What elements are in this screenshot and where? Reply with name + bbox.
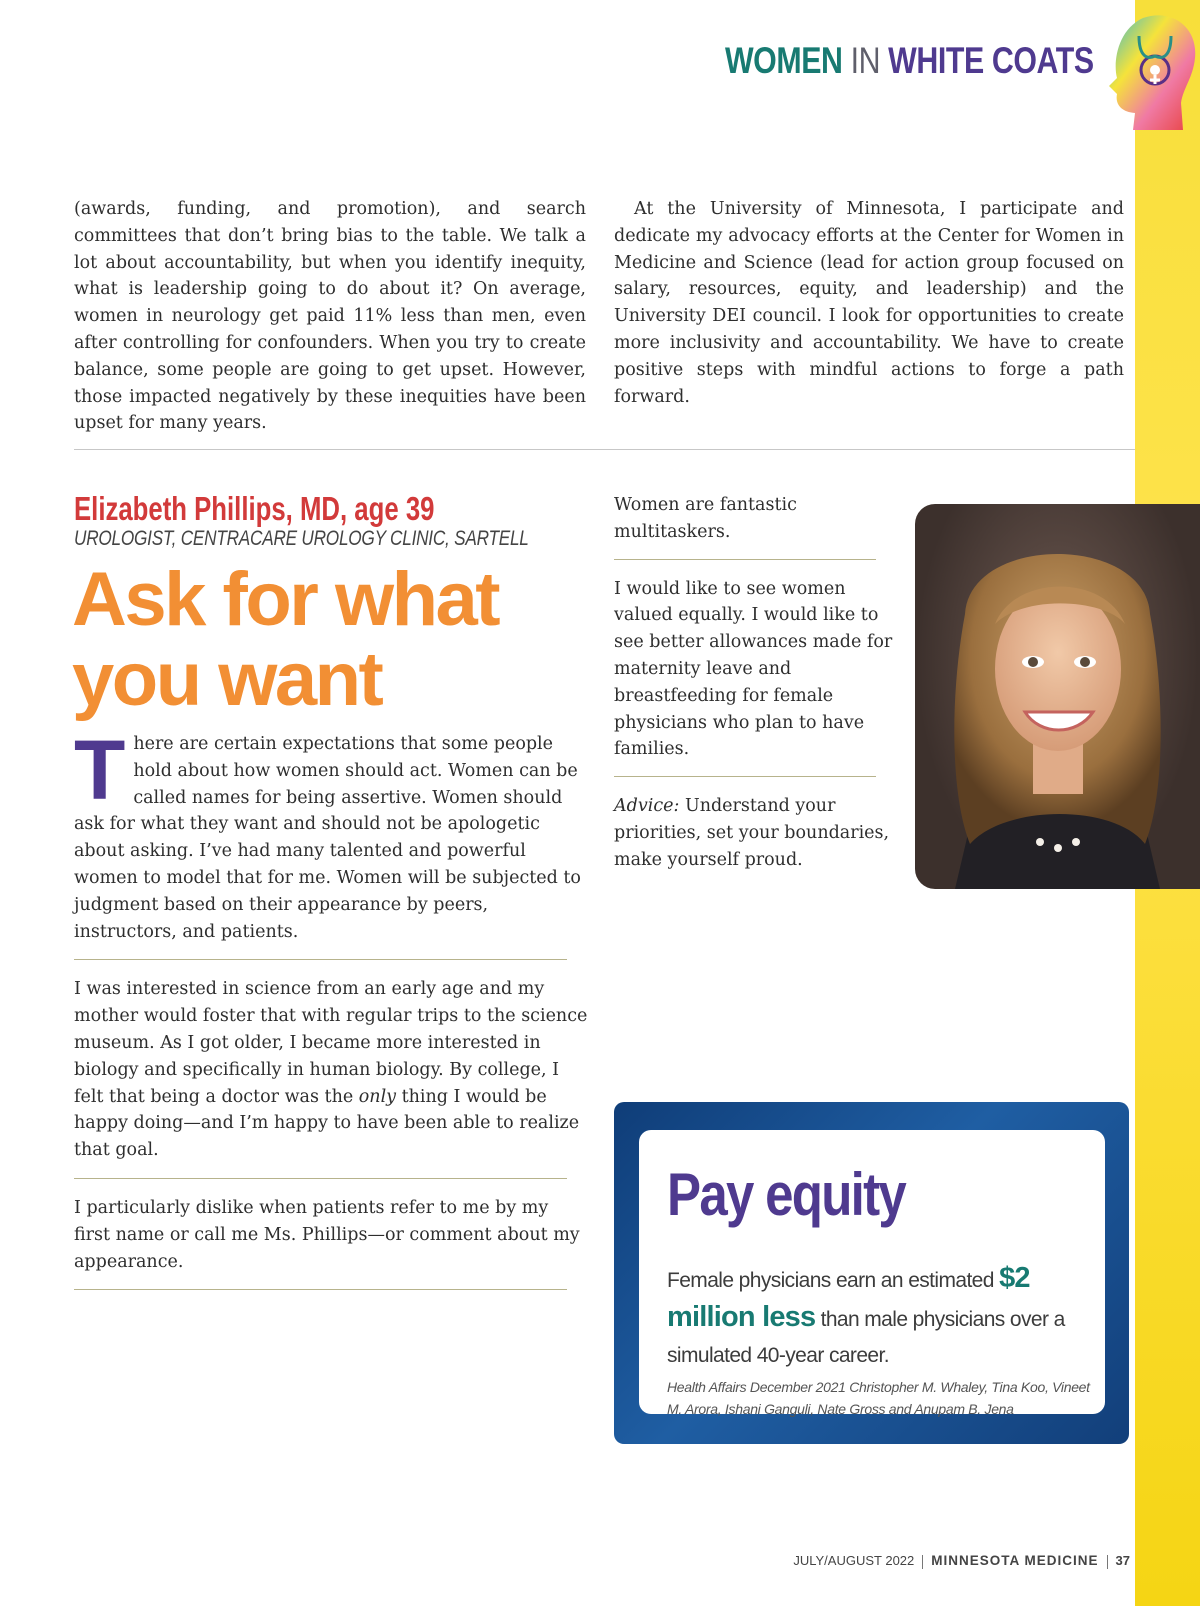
page-footer <box>793 1553 1130 1569</box>
profile-right-paragraph-1: Women are fantastic multitaskers. <box>614 495 797 542</box>
callout-text-b: than male physicians over a simulated 40-year career. <box>667 1308 1065 1367</box>
top-right-column <box>614 196 1124 410</box>
callout-text <box>667 1260 1097 1374</box>
portrait-illustration <box>915 504 1200 889</box>
paragraph-rule <box>74 1289 567 1290</box>
top-left-column <box>74 196 586 437</box>
callout-source: Health Affairs December 2021 Christopher M. Whaley, Tina Koo, Vineet M. Arora, Ishani Ganguli, Nate Gross and Anupam B. Jena <box>667 1379 1090 1417</box>
profile-right-column <box>614 492 904 874</box>
advice-label: Advice: <box>614 796 680 817</box>
profile-left-column <box>74 723 588 1306</box>
page-number: 37 <box>1115 1553 1130 1568</box>
author-name: Elizabeth Phillips, MD, age 39 <box>74 490 435 527</box>
top-left-paragraph: (awards, funding, and promotion), and search committees that don’t bring bias to the table. We talk a lot about accountability, but when you identify inequity, what is leadership going to do about it? On average, women in neurology get paid 11% less than men, even after controlling for confounders. When you try to create balance, some people are going to get upset. However, those impacted negatively by these inequities have been upset for many years. <box>74 199 586 434</box>
footer-separator <box>1107 1555 1108 1569</box>
profile-advice <box>614 793 904 873</box>
top-right-paragraph: At the University of Minnesota, I participate and dedicate my advocacy efforts at the Center for Women in Medicine and Science (lead for action group focused on salary, resources, equity, and leadership) and the University DEI council. I look for opportunities to create more inclusivity and accountability. We have to create positive steps with mindful actions to forge a path forward. <box>614 199 1124 407</box>
issue-date: JULY/AUGUST 2022 <box>793 1553 915 1568</box>
footer-separator <box>922 1555 923 1569</box>
dropcap-letter: T <box>74 723 126 817</box>
profile-paragraph-2-text-b: thing I would be happy doing—and I’m happy to have been able to realize that goal. <box>74 1086 580 1161</box>
author-role: UROLOGIST, CENTRACARE UROLOGY CLINIC, SARTELL <box>74 527 529 550</box>
callout-title: Pay equity <box>667 1161 906 1228</box>
profile-paragraph-1 <box>74 723 588 945</box>
article-headline: Ask for what you want <box>72 557 499 722</box>
callout-card <box>639 1130 1105 1417</box>
section-divider <box>74 449 1135 450</box>
profile-paragraph-1-text: here are certain expectations that some people hold about how women should act. Women can be called names for being assertive. Women should ask for what they want and should not be apologetic about asking. I’ve had many talented and powerful women to model that for me. Women will be subjected to judgment based on their appearance by peers, instructors, and patients. <box>74 734 581 942</box>
profile-paragraph-2-text-a: I was interested in science from an early age and my mother would foster that with regular trips to the science museum. As I got older, I became more interested in biology and specifically in human biology. By college, I felt that being a doctor was the <box>74 979 588 1107</box>
paragraph-rule <box>74 1178 567 1179</box>
section-header-title <box>725 40 1094 82</box>
callout-text-a: Female physicians earn an estimated <box>667 1269 1000 1292</box>
callout-highlight: $2 million less <box>667 1262 1030 1333</box>
profile-paragraph-2-emphasis: only <box>358 1086 397 1107</box>
profile-right-paragraph-2: I would like to see women valued equally. I would like to see better allowances made for maternity leave and breastfeeding for female physicians who plan to have families. <box>614 578 893 760</box>
header-white-coats: WHITE COATS <box>888 40 1094 81</box>
profile-paragraph-2 <box>74 976 588 1164</box>
woman-head-stethoscope-icon <box>1103 8 1200 133</box>
header-in: IN <box>850 40 881 81</box>
portrait-photo <box>915 504 1200 889</box>
paragraph-rule <box>614 559 876 560</box>
header-women: WOMEN <box>725 40 843 81</box>
pay-equity-callout <box>614 1102 1129 1444</box>
magazine-name: MINNESOTA MEDICINE <box>931 1553 1099 1568</box>
profile-paragraph-3: I particularly dislike when patients refer to me by my first name or call me Ms. Phillips—or comment about my appearance. <box>74 1197 580 1272</box>
paragraph-rule <box>74 959 567 960</box>
paragraph-rule <box>614 776 876 777</box>
advice-text: Understand your priorities, set your boundaries, make yourself proud. <box>614 796 890 870</box>
